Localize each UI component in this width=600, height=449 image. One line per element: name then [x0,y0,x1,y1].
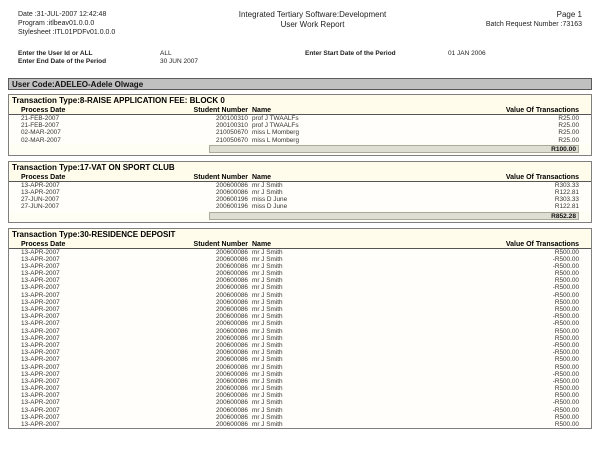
cell-student-number: 200600086 [216,306,248,313]
param-start-date-label: Enter Start Date of the Period [305,50,396,57]
cell-name: mr J Smith [252,320,283,328]
cell-name: mr J Smith [252,181,283,189]
cell-process-date: 13-APR-2007 [21,377,60,385]
cell-student-number: 200600086 [216,341,248,349]
cell-student-number: 200600086 [216,413,248,421]
cell-value: -R500.00 [552,284,579,292]
cell-value: -R500.00 [552,313,579,321]
table-row [9,203,591,210]
cell-student-number: 200600086 [216,255,248,263]
cell-name: mr J Smith [252,284,283,292]
cell-name: prof J TWAALFs [252,115,299,122]
cell-student-number: 200600086 [216,399,248,407]
cell-student-number: 200600086 [216,406,248,414]
cell-process-date: 13-APR-2007 [21,320,60,328]
section-total-row [9,144,591,155]
cell-student-number: 200600086 [216,349,248,357]
col-value: Value Of Transactions [505,173,579,181]
cell-value: R500.00 [554,270,579,278]
cell-process-date: 13-APR-2007 [21,188,60,196]
table-row [9,182,591,189]
section-total-value: R852.28 [209,212,579,220]
cell-student-number: 200600086 [216,385,248,393]
cell-value: R500.00 [554,248,579,256]
transaction-section [8,94,592,156]
cell-name: mr J Smith [252,188,283,196]
cell-student-number: 200100310 [216,122,248,130]
cell-student-number: 200600086 [216,181,248,189]
table-row [9,284,591,291]
cell-name: mr J Smith [252,262,283,270]
cell-name: mr J Smith [252,406,283,414]
cell-value: R500.00 [554,327,579,335]
cell-value: R25.00 [558,122,579,130]
table-row [9,196,591,203]
cell-name: mr J Smith [252,248,283,256]
report-program: Program :itlbeav01.0.0.0 [18,20,95,27]
cell-name: mr J Smith [252,413,283,421]
table-row [9,378,591,385]
table-row [9,277,591,284]
col-name: Name [252,173,272,181]
cell-value: -R500.00 [552,341,579,349]
table-row [9,263,591,270]
cell-process-date: 13-APR-2007 [21,370,60,378]
cell-name: mr J Smith [252,377,283,385]
cell-value: R500.00 [554,298,579,306]
cell-value: R122.81 [554,203,579,211]
cell-name: mr J Smith [252,363,283,371]
cell-value: R25.00 [558,136,579,144]
table-row [9,122,591,129]
cell-name: mr J Smith [252,306,283,313]
report-meta [18,10,213,37]
table-row [9,270,591,277]
cell-student-number: 200600086 [216,313,248,321]
cell-process-date: 27-JUN-2007 [21,196,60,204]
column-header-row [9,240,591,249]
cell-student-number: 200600086 [216,392,248,400]
cell-student-number: 200600086 [216,270,248,278]
report-pageinfo [412,10,582,37]
cell-student-number: 200600196 [216,196,248,204]
column-header-row [9,173,591,182]
table-row [9,421,591,428]
cell-student-number: 200600086 [216,298,248,306]
cell-process-date: 13-APR-2007 [21,291,60,299]
table-row [9,385,591,392]
table-row [9,313,591,320]
cell-student-number: 200600086 [216,363,248,371]
table-row [9,115,591,122]
cell-student-number: 200600086 [216,262,248,270]
cell-value: R500.00 [554,413,579,421]
cell-process-date: 02-MAR-2007 [21,136,61,144]
table-row [9,392,591,399]
cell-value: R25.00 [558,115,579,122]
cell-process-date: 13-APR-2007 [21,363,60,371]
cell-name: mr J Smith [252,399,283,407]
cell-name: mr J Smith [252,327,283,335]
cell-value: R500.00 [554,421,579,428]
param-user-id-label: Enter the User Id or ALL [18,50,93,57]
cell-value: -R500.00 [552,377,579,385]
report-title-line2: User Work Report [280,20,345,29]
cell-value: R500.00 [554,277,579,285]
cell-value: R500.00 [554,363,579,371]
report-header [0,0,600,37]
cell-process-date: 21-FEB-2007 [21,122,60,130]
cell-process-date: 13-APR-2007 [21,406,60,414]
col-process-date: Process Date [21,173,66,181]
section-title: Transaction Type:30-RESIDENCE DEPOSIT [9,229,591,240]
section-title: Transaction Type:8-RAISE APPLICATION FEE: BLOCK 0 [9,95,591,106]
table-row [9,356,591,363]
cell-value: -R500.00 [552,399,579,407]
col-value: Value Of Transactions [505,240,579,248]
cell-student-number: 200600086 [216,370,248,378]
cell-student-number: 200600086 [216,327,248,335]
cell-value: R303.33 [554,181,579,189]
cell-name: mr J Smith [252,385,283,393]
section-total-row [9,211,591,222]
cell-student-number: 200600086 [216,320,248,328]
table-row [9,342,591,349]
cell-value: R500.00 [554,385,579,393]
cell-student-number: 200600086 [216,334,248,342]
cell-student-number: 200100310 [216,115,248,122]
transaction-section [8,161,592,223]
cell-value: -R500.00 [552,255,579,263]
cell-process-date: 13-APR-2007 [21,392,60,400]
cell-name: mr J Smith [252,392,283,400]
cell-name: mr J Smith [252,334,283,342]
cell-student-number: 200600196 [216,203,248,211]
cell-student-number: 200600086 [216,421,248,428]
cell-process-date: 13-APR-2007 [21,313,60,321]
col-name: Name [252,107,272,114]
cell-student-number: 210050670 [216,129,248,137]
cell-process-date: 13-APR-2007 [21,248,60,256]
table-row [9,137,591,144]
cell-process-date: 27-JUN-2007 [21,203,60,211]
table-row [9,399,591,406]
cell-process-date: 13-APR-2007 [21,270,60,278]
report-date: Date :31-JUL-2007 12:42:48 [18,11,107,18]
cell-value: R500.00 [554,356,579,364]
table-row [9,189,591,196]
cell-value: -R500.00 [552,291,579,299]
table-row [9,335,591,342]
report-title [213,10,412,37]
table-row [9,320,591,327]
report-title-line1: Integrated Tertiary Software:Development [238,10,387,19]
col-name: Name [252,240,272,248]
cell-student-number: 200600086 [216,284,248,292]
cell-value: -R500.00 [552,370,579,378]
col-process-date: Process Date [21,240,66,248]
transaction-section [8,228,592,430]
param-end-date-value: 30 JUN 2007 [160,58,198,65]
cell-name: miss D June [252,203,288,211]
cell-student-number: 200600086 [216,188,248,196]
cell-name: miss D June [252,196,288,204]
cell-process-date: 13-APR-2007 [21,399,60,407]
cell-name: mr J Smith [252,370,283,378]
cell-value: R500.00 [554,392,579,400]
cell-name: prof J TWAALFs [252,122,299,130]
user-code-bar: User Code:ADELEO-Adele Olwage [8,78,592,90]
cell-process-date: 13-APR-2007 [21,356,60,364]
report-parameters [18,50,590,66]
cell-name: mr J Smith [252,255,283,263]
col-student-number: Student Number [193,240,248,248]
cell-process-date: 13-APR-2007 [21,277,60,285]
cell-process-date: 02-MAR-2007 [21,129,61,137]
cell-value: R500.00 [554,334,579,342]
cell-student-number: 200600086 [216,356,248,364]
report-stylesheet: Stylesheet :ITL01PDFv01.0.0.0 [18,29,116,36]
cell-process-date: 13-APR-2007 [21,334,60,342]
cell-process-date: 13-APR-2007 [21,284,60,292]
table-row [9,256,591,263]
table-row [9,414,591,421]
table-row [9,371,591,378]
cell-name: miss L Momberg [252,129,299,137]
param-end-date-label: Enter End Date of the Period [18,58,107,65]
cell-process-date: 13-APR-2007 [21,306,60,313]
table-row [9,249,591,256]
cell-value: -R500.00 [552,262,579,270]
cell-process-date: 13-APR-2007 [21,262,60,270]
cell-process-date: 13-APR-2007 [21,327,60,335]
cell-process-date: 21-FEB-2007 [21,115,60,122]
section-title: Transaction Type:17-VAT ON SPORT CLUB [9,162,591,173]
cell-value: -R500.00 [552,349,579,357]
section-total-value: R100.00 [209,145,579,153]
param-user-id-value: ALL [160,50,172,57]
cell-student-number: 200600086 [216,277,248,285]
table-row [9,328,591,335]
cell-name: mr J Smith [252,349,283,357]
table-row [9,349,591,356]
table-row [9,129,591,136]
cell-name: mr J Smith [252,356,283,364]
cell-value: R500.00 [554,306,579,313]
cell-value: R122.81 [554,188,579,196]
table-row [9,306,591,313]
cell-process-date: 13-APR-2007 [21,421,60,428]
cell-name: mr J Smith [252,298,283,306]
cell-name: mr J Smith [252,277,283,285]
col-value: Value Of Transactions [505,107,579,114]
param-start-date-value: 01 JAN 2006 [448,50,486,57]
cell-name: mr J Smith [252,313,283,321]
cell-process-date: 13-APR-2007 [21,298,60,306]
col-student-number: Student Number [193,173,248,181]
cell-value: R25.00 [558,129,579,137]
table-row [9,364,591,371]
cell-name: miss L Momberg [252,136,299,144]
table-row [9,292,591,299]
col-process-date: Process Date [21,107,66,114]
cell-value: R303.33 [554,196,579,204]
cell-value: -R500.00 [552,320,579,328]
cell-student-number: 200600086 [216,377,248,385]
cell-name: mr J Smith [252,421,283,428]
cell-process-date: 13-APR-2007 [21,181,60,189]
column-header-row [9,106,591,115]
cell-process-date: 13-APR-2007 [21,413,60,421]
cell-process-date: 13-APR-2007 [21,341,60,349]
cell-student-number: 200600086 [216,248,248,256]
cell-name: mr J Smith [252,341,283,349]
cell-student-number: 210050670 [216,136,248,144]
cell-student-number: 200600086 [216,291,248,299]
cell-value: -R500.00 [552,406,579,414]
table-row [9,299,591,306]
cell-process-date: 13-APR-2007 [21,255,60,263]
batch-request-number: Batch Request Number :73163 [485,21,582,28]
cell-name: mr J Smith [252,270,283,278]
cell-name: mr J Smith [252,291,283,299]
sections-container [8,94,592,429]
cell-process-date: 13-APR-2007 [21,349,60,357]
col-student-number: Student Number [193,107,248,114]
cell-process-date: 13-APR-2007 [21,385,60,393]
table-row [9,407,591,414]
page-number: Page 1 [556,10,582,19]
